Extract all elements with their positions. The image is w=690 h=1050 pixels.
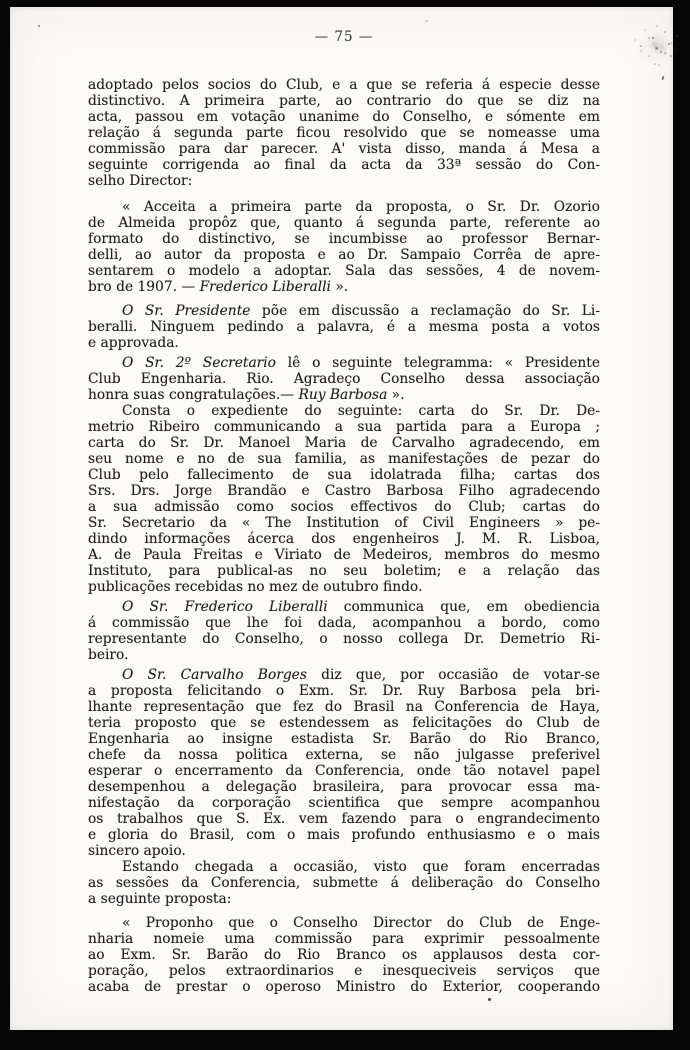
paragraph <box>88 915 600 995</box>
text-run: a proposta felicitando o Exm. Sr. Dr. Ruy Barbosa pela bri- <box>88 683 600 699</box>
text-run: beralli. Ninguem pedindo a palavra, é a mesma posta a votos <box>88 319 600 335</box>
text-run: Club pelo fallecimento de sua idolatrada filha; cartas dos <box>88 467 600 483</box>
text-run: poração, pelos extraordinarios e inesqueciveis serviços que <box>88 963 600 979</box>
text-line <box>88 947 600 963</box>
scan-speck <box>662 76 665 80</box>
text-line <box>88 231 600 247</box>
text-line <box>88 811 600 827</box>
text-run: commissão para dar parecer. A' vista disso, manda á Mesa a <box>88 141 600 157</box>
text-run: Estando chegada a occasião, visto que foram encerradas <box>122 859 600 875</box>
text-run: diz que, por occasião de votar-se <box>306 667 600 683</box>
text-run: representante do Conselho, o nosso collega Dr. Demetrio Ri- <box>88 631 600 647</box>
text-line <box>88 547 600 563</box>
text-line <box>88 387 600 403</box>
emphasized-name: O Sr. Presidente <box>122 303 251 319</box>
scan-speck <box>425 20 428 22</box>
text-run: a sua admissão como socios effectivos do Club; cartas do <box>88 499 600 515</box>
text-run: carta do Sr. Dr. Manoel Maria de Carvalho agradecendo, em <box>88 435 600 451</box>
text-line <box>88 109 600 125</box>
text-line <box>88 199 600 215</box>
text-run: Sr. Secretario da « The Institution of Civil Engineers » pe- <box>88 515 600 531</box>
emphasized-name: O Sr. Carvalho Borges <box>122 667 307 683</box>
text-line <box>88 515 600 531</box>
text-run: seu nome e no de sua familia, as manifestações de pezar do <box>88 451 600 467</box>
text-line <box>88 215 600 231</box>
text-line <box>88 173 600 189</box>
text-run: A. de Paula Freitas e Viriato de Medeiros, membros do mesmo <box>88 547 600 563</box>
text-run: seguinte corrigenda ao final da acta da 33ª sessão do Con- <box>88 157 600 173</box>
text-run: nifestação da corporação scientifica que sempre acompanhou <box>88 795 600 811</box>
text-line <box>88 279 600 295</box>
text-line <box>88 931 600 947</box>
text-line <box>88 763 600 779</box>
text-line <box>88 795 600 811</box>
text-line <box>88 371 600 387</box>
text-line <box>88 667 600 683</box>
paragraph <box>88 77 600 189</box>
ink-smudge-artifact <box>620 15 683 79</box>
text-run: publicações recebidas no mez de outubro findo. <box>88 579 423 595</box>
text-line <box>88 531 600 547</box>
text-line <box>88 141 600 157</box>
page-number: — 75 — <box>314 29 374 45</box>
text-line <box>88 157 600 173</box>
paragraph <box>88 599 600 663</box>
text-run: communica que, em obediencia <box>327 599 600 615</box>
text-run: selho Director: <box>88 173 193 189</box>
text-run: dindo informações ácerca dos engenheiros J. M. R. Lisboa, <box>88 531 600 547</box>
text-line <box>88 747 600 763</box>
text-run: sentarem o modelo a adoptar. Sala das sessões, 4 de novem- <box>88 263 600 279</box>
text-run: lê o seguinte telegramma: « Presidente <box>275 355 600 371</box>
text-line <box>88 859 600 875</box>
text-line <box>88 699 600 715</box>
text-run: relação á segunda parte ficou resolvido que se nomeasse uma <box>88 125 600 141</box>
paragraph <box>88 403 600 595</box>
text-line <box>88 979 600 995</box>
text-run: ao Exm. Sr. Barão do Rio Branco os applausos desta cor- <box>88 947 600 963</box>
emphasized-name: O Sr. Frederico Liberalli <box>122 599 328 615</box>
text-line <box>88 715 600 731</box>
text-run: Club Engenharia. Rio. Agradeço Conselho dessa associação <box>88 371 600 387</box>
text-line <box>88 963 600 979</box>
text-run: metrio Ribeiro communicando a sua partida para a Europa ; <box>88 419 600 435</box>
text-run: formato do distinctivo, se incumbisse ao professor Bernar- <box>88 231 600 247</box>
text-run: nharia nomeie uma commissão para exprimir pessoalmente <box>88 931 600 947</box>
emphasized-name: Frederico Liberalli <box>199 279 331 295</box>
text-run: adoptado pelos socios do Club, e a que se referia á especie desse <box>88 77 600 93</box>
paragraph <box>88 303 600 351</box>
text-line <box>88 631 600 647</box>
text-line <box>88 467 600 483</box>
text-run: a seguinte proposta: <box>88 891 232 907</box>
text-run: « Acceita a primeira parte da proposta, o Sr. Dr. Ozorio <box>122 199 600 215</box>
text-line <box>88 93 600 109</box>
scan-speck <box>488 998 491 1001</box>
text-line <box>88 875 600 891</box>
text-run: « Proponho que o Conselho Director do Club de Enge- <box>122 915 600 931</box>
text-line <box>88 451 600 467</box>
text-run: á commissão que lhe foi dada, acompanhou a bordo, como <box>88 615 600 631</box>
text-run: Engenharia ao insigne estadista Sr. Barão do Rio Branco, <box>88 731 600 747</box>
text-run: Consta o expediente do seguinte: carta do Sr. Dr. De- <box>122 403 600 419</box>
text-line <box>88 319 600 335</box>
text-run: bro de 1907. — <box>88 279 200 295</box>
paragraph <box>88 355 600 403</box>
text-run: esperar o encerramento da Conferencia, onde tão notavel papel <box>88 763 600 779</box>
text-line <box>88 599 600 615</box>
text-line <box>88 499 600 515</box>
text-line <box>88 403 600 419</box>
text-run: lhante representação que fez do Brasil na Conferencia de Haya, <box>88 699 600 715</box>
text-line <box>88 263 600 279</box>
text-line <box>88 419 600 435</box>
text-run: põe em discussão a reclamação do Sr. Li- <box>250 303 600 319</box>
body-text <box>88 53 600 995</box>
emphasized-name: O Sr. 2º Secretario <box>122 355 276 371</box>
text-run: desempenhou a delegação brasileira, para provocar essa ma- <box>88 779 600 795</box>
document-page <box>10 7 673 1030</box>
text-run: distinctivo. A primeira parte, ao contrario do que se diz na <box>88 93 600 109</box>
text-run: ». <box>387 387 405 403</box>
text-line <box>88 615 600 631</box>
text-line <box>88 579 600 595</box>
scan-speck <box>38 25 40 27</box>
paragraph <box>88 859 600 907</box>
text-run: acaba de prestar o operoso Ministro do Exterior, cooperando <box>88 979 600 995</box>
text-line <box>88 563 600 579</box>
text-line <box>88 779 600 795</box>
text-run: as sessões da Conferencia, submette á deliberação do Conselho <box>88 875 600 891</box>
text-line <box>88 891 600 907</box>
text-line <box>88 731 600 747</box>
text-run: chefe da nossa politica externa, se não julgasse preferivel <box>88 747 600 763</box>
emphasized-name: Ruy Barbosa <box>298 387 388 403</box>
text-line <box>88 247 600 263</box>
text-line <box>88 435 600 451</box>
text-line <box>88 125 600 141</box>
text-line <box>88 303 600 319</box>
text-run: acta, passou em votação unanime do Conselho, e sómente em <box>88 109 600 125</box>
text-run: Instituto, para publical-as no seu boletim; e a relação das <box>88 563 600 579</box>
text-line <box>88 647 600 663</box>
text-run: Srs. Drs. Jorge Brandão e Castro Barbosa Filho agradecendo <box>88 483 600 499</box>
text-line <box>88 335 600 351</box>
text-run: sincero apoio. <box>88 843 186 859</box>
text-line <box>88 683 600 699</box>
paragraph <box>88 199 600 295</box>
text-run: teria proposto que se estendessem as felicitações do Club de <box>88 715 600 731</box>
text-run: beiro. <box>88 647 129 663</box>
paragraph <box>88 667 600 859</box>
text-run: os trabalhos que S. Ex. vem fazendo para o engrandecimento <box>88 811 600 827</box>
text-line <box>88 483 600 499</box>
text-run: ». <box>330 279 349 295</box>
text-line <box>88 827 600 843</box>
text-line <box>88 355 600 371</box>
text-run: de Almeida propôz que, quanto á segunda parte, referente ao <box>88 215 600 231</box>
text-line <box>88 843 600 859</box>
text-run: honra suas congratulações.— <box>88 387 299 403</box>
text-run: e gloria do Brasil, com o mais profundo enthusiasmo e o mais <box>88 827 600 843</box>
text-line <box>88 77 600 93</box>
text-line <box>88 915 600 931</box>
text-run: e approvada. <box>88 335 179 351</box>
text-run: delli, ao autor da proposta e ao Dr. Sampaio Corrêa de apre- <box>88 247 600 263</box>
